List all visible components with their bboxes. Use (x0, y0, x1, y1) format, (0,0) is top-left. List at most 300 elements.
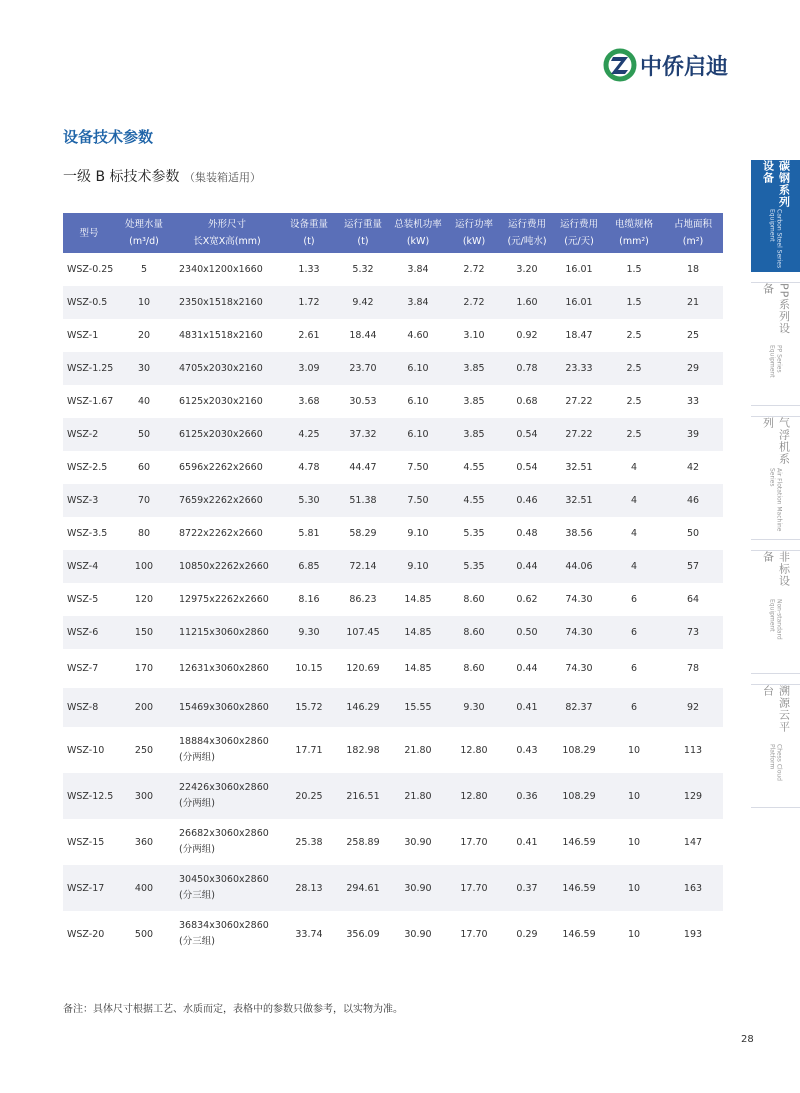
table-cell: 10 (627, 744, 641, 756)
side-nav-en: Air Flotation Machine Series (768, 467, 783, 532)
table-cell: 360 (134, 836, 154, 848)
table-cell: 4 (605, 550, 663, 583)
table-cell: 4 (605, 484, 663, 517)
table-row (63, 550, 723, 583)
table-cell: 6.10 (389, 418, 447, 451)
column-header-line2: (kW) (406, 236, 430, 247)
table-row (63, 688, 723, 727)
cell-dimensions (173, 865, 281, 911)
cell-model: WSZ-5 (67, 594, 99, 605)
table-row (63, 773, 723, 819)
table-cell: 27.22 (553, 418, 605, 451)
table-cell: 5 (140, 264, 148, 275)
table-cell: 1.33 (298, 264, 320, 275)
column-header-line1: 运行功率 (454, 219, 493, 230)
table-cell: 294.61 (337, 865, 389, 911)
cell-model: WSZ-2.5 (67, 462, 108, 473)
cell-dimensions-size: 22426x3060x2860 (179, 782, 269, 793)
table-row (63, 583, 723, 616)
side-nav-label (760, 417, 792, 539)
table-cell: 146.29 (337, 688, 389, 727)
table-cell: 21 (663, 286, 723, 319)
cell-dimensions-size: 18884x3060x2860 (179, 736, 269, 747)
cell-dimensions (173, 286, 281, 319)
table-cell: 10 (627, 928, 641, 940)
table-cell: 8.60 (463, 594, 485, 605)
table-cell: 10 (627, 836, 641, 848)
table-cell: 38.56 (565, 528, 593, 539)
column-header-line2: (元/吨水) (507, 236, 547, 247)
cell-dimensions-size: 6125x2030x2160 (179, 395, 263, 407)
cell-dimensions-size: 2340x1200x1660 (179, 263, 263, 275)
table-cell: 40 (137, 396, 151, 407)
table-cell: 0.43 (516, 744, 538, 756)
table-cell: 25.38 (295, 836, 323, 848)
table-cell: 44.47 (349, 462, 377, 473)
table-cell: 108.29 (553, 773, 605, 819)
table-cell: 200 (115, 688, 173, 727)
side-nav-tab[interactable] (751, 417, 800, 540)
table-cell: 6.10 (407, 396, 429, 407)
cell-dimensions-size: 12975x2262x2660 (179, 593, 269, 605)
table-cell: 2.5 (626, 396, 642, 407)
table-cell: 100 (115, 550, 173, 583)
cell-model: WSZ-6 (63, 616, 115, 649)
table-row (63, 451, 723, 484)
table-cell: 4.55 (447, 484, 501, 517)
table-row (63, 911, 723, 957)
table-cell: 3.09 (281, 352, 337, 385)
side-nav-divider (751, 674, 800, 685)
cell-dimensions-size: 15469x3060x2860 (179, 701, 269, 713)
column-header-line2: 长X宽X高(mm) (193, 236, 261, 247)
table-cell: 6 (605, 616, 663, 649)
side-nav-tab[interactable] (751, 283, 800, 406)
column-header-line2: (m³/d) (129, 236, 159, 247)
table-cell: 15.72 (281, 688, 337, 727)
table-row (63, 484, 723, 517)
table-cell: 0.68 (516, 396, 538, 407)
table-cell: 3.85 (463, 396, 485, 407)
table-cell: 163 (663, 865, 723, 911)
table-cell: 17.70 (460, 836, 488, 848)
side-nav-label (760, 283, 792, 405)
table-cell: 120.69 (346, 663, 380, 674)
cell-dimensions (173, 649, 281, 688)
cell-dimensions-size: 10850x2262x2660 (179, 560, 269, 572)
table-cell: 33 (686, 396, 700, 407)
table-cell: 5.35 (447, 550, 501, 583)
table-cell: 39 (663, 418, 723, 451)
table-cell: 18.44 (349, 330, 377, 341)
table-cell: 0.78 (501, 352, 553, 385)
cell-model: WSZ-10 (67, 744, 105, 756)
table-cell: 2.5 (626, 330, 642, 341)
table-cell: 9.30 (281, 616, 337, 649)
table-cell: 20.25 (281, 773, 337, 819)
side-nav-label (760, 160, 792, 272)
cell-dimensions (173, 688, 281, 727)
cell-dimensions-size: 7659x2262x2660 (179, 494, 263, 506)
cell-model: WSZ-8 (63, 688, 115, 727)
side-nav-cn: 非标设备 (761, 551, 791, 587)
table-cell: 3.68 (298, 396, 320, 407)
table-row (63, 727, 723, 773)
column-header-line1: 处理水量 (124, 219, 163, 230)
cell-dimensions (173, 819, 281, 865)
table-cell: 216.51 (337, 773, 389, 819)
cell-dimensions (173, 319, 281, 352)
cell-dimensions-size: 11215x3060x2860 (179, 626, 269, 638)
cell-model: WSZ-2 (63, 418, 115, 451)
table-cell: 14.85 (404, 594, 432, 605)
column-header-line2: (mm²) (619, 236, 649, 247)
cell-dimensions-size: 2350x1518x2160 (179, 296, 263, 308)
table-cell: 146.59 (553, 865, 605, 911)
table-cell: 250 (134, 744, 154, 756)
table-cell: 129 (663, 773, 723, 819)
side-nav-cn: PP系列设备 (761, 283, 791, 335)
table-cell: 1.60 (501, 286, 553, 319)
table-cell: 74.30 (553, 616, 605, 649)
table-cell: 300 (115, 773, 173, 819)
table-cell: 193 (683, 928, 703, 940)
column-header-line1: 型号 (79, 227, 99, 239)
table-cell: 25 (686, 330, 700, 341)
table-cell: 7.50 (389, 484, 447, 517)
cell-dimensions-size: 4705x2030x2160 (179, 362, 263, 374)
table-cell: 4 (630, 462, 638, 473)
table-cell: 6.10 (389, 352, 447, 385)
cell-model: WSZ-20 (67, 928, 105, 940)
cell-model: WSZ-0.5 (63, 286, 115, 319)
cell-model: WSZ-3.5 (67, 528, 108, 539)
table-cell: 80 (137, 528, 151, 539)
cell-dimensions (173, 616, 281, 649)
side-nav-divider (751, 540, 800, 551)
column-header-line1: 运行重量 (343, 219, 382, 230)
table-cell: 16.01 (553, 286, 605, 319)
cell-dimensions-size: 30450x3060x2860 (179, 874, 269, 885)
table-title-main: 一级 B 标技术参数 (63, 169, 180, 185)
side-nav-en: Non-standard Equipment (768, 598, 783, 640)
table-cell: 0.37 (501, 865, 553, 911)
table-cell: 146.59 (562, 836, 596, 848)
cell-model: WSZ-15 (67, 836, 105, 848)
column-header (115, 213, 173, 253)
table-cell: 1.5 (605, 286, 663, 319)
table-cell: 30 (115, 352, 173, 385)
table-cell: 8.16 (298, 594, 320, 605)
cell-dimensions (173, 911, 281, 957)
cell-dimensions-size: 6125x2030x2660 (179, 428, 263, 440)
side-nav-label (760, 551, 792, 673)
table-cell: 0.44 (501, 550, 553, 583)
table-cell: 108.29 (562, 744, 596, 756)
cell-dimensions (173, 352, 281, 385)
table-cell: 9.10 (389, 550, 447, 583)
table-cell: 32.51 (553, 484, 605, 517)
table-cell: 0.29 (516, 928, 538, 940)
column-header (663, 213, 723, 253)
table-cell: 74.30 (565, 594, 593, 605)
column-header (553, 213, 605, 253)
table-cell: 29 (663, 352, 723, 385)
table-cell: 44.06 (553, 550, 605, 583)
cell-dimensions-size: 4831x1518x2160 (179, 329, 263, 341)
table-cell: 8.60 (463, 663, 485, 674)
cell-dimensions (173, 773, 281, 819)
table-cell: 0.62 (516, 594, 538, 605)
table-cell: 3.85 (447, 418, 501, 451)
cell-dimensions-group: (分两组) (179, 752, 215, 763)
table-cell: 500 (134, 928, 154, 940)
cell-dimensions-size: 8722x2262x2660 (179, 527, 263, 539)
cell-model: WSZ-3 (63, 484, 115, 517)
table-cell: 50 (115, 418, 173, 451)
table-cell: 9.10 (407, 528, 429, 539)
cell-model: WSZ-4 (63, 550, 115, 583)
side-nav-en: Chess Cloud Platform (768, 743, 783, 781)
table-cell: 170 (134, 663, 154, 674)
cell-model: WSZ-12.5 (63, 773, 115, 819)
cell-dimensions-group: (分两组) (179, 844, 215, 855)
cell-dimensions (173, 418, 281, 451)
side-nav-cn: 溯源云平台 (761, 685, 791, 733)
table-cell: 3.84 (389, 286, 447, 319)
side-nav-tab[interactable] (751, 685, 800, 808)
table-cell: 86.23 (349, 594, 377, 605)
table-row (63, 253, 723, 286)
column-header-line2: (t) (303, 236, 315, 247)
table-cell: 0.50 (501, 616, 553, 649)
table-cell: 10 (605, 865, 663, 911)
table-cell: 50 (686, 528, 700, 539)
column-header (389, 213, 447, 253)
table-cell: 6 (630, 594, 638, 605)
table-cell: 57 (663, 550, 723, 583)
table-cell: 51.38 (337, 484, 389, 517)
table-cell: 4 (630, 528, 638, 539)
table-cell: 70 (115, 484, 173, 517)
table-title (63, 166, 261, 186)
table-cell: 14.85 (404, 663, 432, 674)
table-cell: 33.74 (295, 928, 323, 940)
table-cell: 72.14 (337, 550, 389, 583)
spec-table-body (63, 253, 723, 957)
table-cell: 5.32 (352, 264, 374, 275)
table-cell: 32.51 (565, 462, 593, 473)
table-cell: 0.92 (516, 330, 538, 341)
brand-logo (603, 48, 728, 82)
column-header-line1: 电缆规格 (614, 219, 653, 230)
table-cell: 107.45 (337, 616, 389, 649)
table-cell: 30.90 (404, 836, 432, 848)
table-cell: 18.47 (565, 330, 593, 341)
table-cell: 0.36 (501, 773, 553, 819)
cell-dimensions-group: (分三组) (179, 890, 215, 901)
cell-dimensions-size: 36834x3060x2860 (179, 920, 269, 931)
column-header-line1: 设备重量 (289, 219, 328, 230)
column-header (281, 213, 337, 253)
table-cell: 23.33 (553, 352, 605, 385)
table-cell: 113 (683, 744, 703, 756)
table-cell: 147 (683, 836, 703, 848)
table-cell: 10 (115, 286, 173, 319)
table-cell: 0.54 (501, 418, 553, 451)
cell-dimensions (173, 253, 281, 286)
table-cell: 0.41 (516, 836, 538, 848)
table-cell: 20 (137, 330, 151, 341)
table-cell: 17.70 (447, 865, 501, 911)
table-cell: 0.41 (501, 688, 553, 727)
table-row (63, 352, 723, 385)
table-cell: 21.80 (389, 773, 447, 819)
side-nav-label (760, 685, 792, 807)
cell-model: WSZ-1.67 (67, 396, 114, 407)
table-cell: 146.59 (562, 928, 596, 940)
table-cell: 10 (605, 773, 663, 819)
table-cell: 0.54 (516, 462, 538, 473)
side-nav-cn: 碳钢系列设备 (761, 160, 791, 208)
table-row (63, 649, 723, 688)
cell-dimensions (173, 451, 281, 484)
table-cell: 258.89 (346, 836, 380, 848)
table-cell: 9.42 (337, 286, 389, 319)
column-header (447, 213, 501, 253)
section-title: 设备技术参数 (63, 128, 154, 146)
side-nav-tab[interactable] (751, 160, 800, 272)
table-cell: 3.10 (463, 330, 485, 341)
table-cell: 5.81 (298, 528, 320, 539)
column-header-line2: (元/天) (564, 236, 594, 247)
table-cell: 12.80 (460, 744, 488, 756)
side-nav-en: PP Series Equipment (768, 344, 783, 378)
column-header-line2: (m²) (682, 236, 704, 247)
table-cell: 58.29 (349, 528, 377, 539)
brand-logo-icon (603, 48, 637, 82)
column-header (605, 213, 663, 253)
footnote: 备注：具体尺寸根据工艺、水质而定，表格中的参数只做参考，以实物为准。 (63, 1004, 403, 1015)
table-cell: 1.72 (281, 286, 337, 319)
table-cell: 4.55 (463, 462, 485, 473)
cell-dimensions-size: 6596x2262x2660 (179, 461, 263, 473)
table-cell: 4.25 (281, 418, 337, 451)
table-cell: 10.15 (295, 663, 323, 674)
table-cell: 21.80 (404, 744, 432, 756)
table-row (63, 819, 723, 865)
column-header (501, 213, 553, 253)
table-cell: 74.30 (565, 663, 593, 674)
cell-dimensions-group: (分两组) (179, 798, 215, 809)
table-cell: 30.53 (349, 396, 377, 407)
table-cell: 120 (134, 594, 154, 605)
side-nav-en: Carbon Steel Series Equipment (768, 208, 783, 268)
table-cell: 356.09 (346, 928, 380, 940)
side-nav-divider (751, 406, 800, 417)
table-cell: 2.5 (605, 352, 663, 385)
table-cell: 12.80 (447, 773, 501, 819)
table-cell: 3.85 (447, 352, 501, 385)
column-header (63, 213, 115, 253)
table-cell: 5.30 (281, 484, 337, 517)
table-cell: 16.01 (565, 264, 593, 275)
table-cell: 6 (605, 688, 663, 727)
table-cell: 30.90 (389, 865, 447, 911)
column-header (337, 213, 389, 253)
table-cell: 2.72 (447, 286, 501, 319)
cell-dimensions (173, 517, 281, 550)
table-cell: 4.78 (298, 462, 320, 473)
table-cell: 42 (686, 462, 700, 473)
table-cell: 6.85 (281, 550, 337, 583)
brand-name: 中侨启迪 (640, 54, 729, 80)
table-cell: 15.55 (389, 688, 447, 727)
page-number: 28 (741, 1034, 754, 1045)
table-row (63, 865, 723, 911)
table-cell: 6 (630, 663, 638, 674)
table-cell: 92 (663, 688, 723, 727)
table-cell: 182.98 (346, 744, 380, 756)
table-cell: 9.30 (447, 688, 501, 727)
cell-model: WSZ-1.25 (63, 352, 115, 385)
table-cell: 5.35 (463, 528, 485, 539)
column-header-line2: (kW) (462, 236, 486, 247)
spec-table-header (63, 213, 723, 253)
table-cell: 17.71 (295, 744, 323, 756)
table-cell: 82.37 (553, 688, 605, 727)
side-nav-tab[interactable] (751, 551, 800, 674)
table-cell: 7.50 (407, 462, 429, 473)
header-row (63, 213, 723, 253)
column-header-line1: 占地面积 (673, 219, 712, 230)
table-cell: 4.60 (407, 330, 429, 341)
cell-dimensions (173, 550, 281, 583)
side-nav-cn: 气浮机系列 (761, 417, 791, 465)
table-row (63, 319, 723, 352)
table-cell: 150 (115, 616, 173, 649)
table-cell: 17.70 (460, 928, 488, 940)
side-nav (751, 160, 800, 808)
table-cell: 0.48 (516, 528, 538, 539)
table-cell: 78 (686, 663, 700, 674)
cell-dimensions-size: 12631x3060x2860 (179, 662, 269, 674)
table-cell: 8.60 (447, 616, 501, 649)
table-cell: 1.5 (626, 264, 642, 275)
column-header-line2: (t) (357, 236, 369, 247)
table-cell: 73 (663, 616, 723, 649)
column-header-line1: 总装机功率 (394, 219, 442, 230)
cell-dimensions (173, 727, 281, 773)
column-header-line1: 外形尺寸 (207, 219, 246, 230)
table-cell: 2.5 (605, 418, 663, 451)
table-title-note: （集装箱适用） (183, 171, 261, 184)
cell-dimensions (173, 385, 281, 418)
spec-table (63, 213, 723, 957)
table-cell: 37.32 (337, 418, 389, 451)
table-cell: 30.90 (404, 928, 432, 940)
table-row (63, 418, 723, 451)
table-cell: 400 (115, 865, 173, 911)
cell-dimensions-group: (分三组) (179, 936, 215, 947)
cell-model: WSZ-0.25 (67, 264, 114, 275)
table-row (63, 286, 723, 319)
table-cell: 28.13 (281, 865, 337, 911)
table-cell: 3.20 (516, 264, 538, 275)
table-cell: 0.44 (516, 663, 538, 674)
table-cell: 18 (686, 264, 700, 275)
column-header (173, 213, 281, 253)
